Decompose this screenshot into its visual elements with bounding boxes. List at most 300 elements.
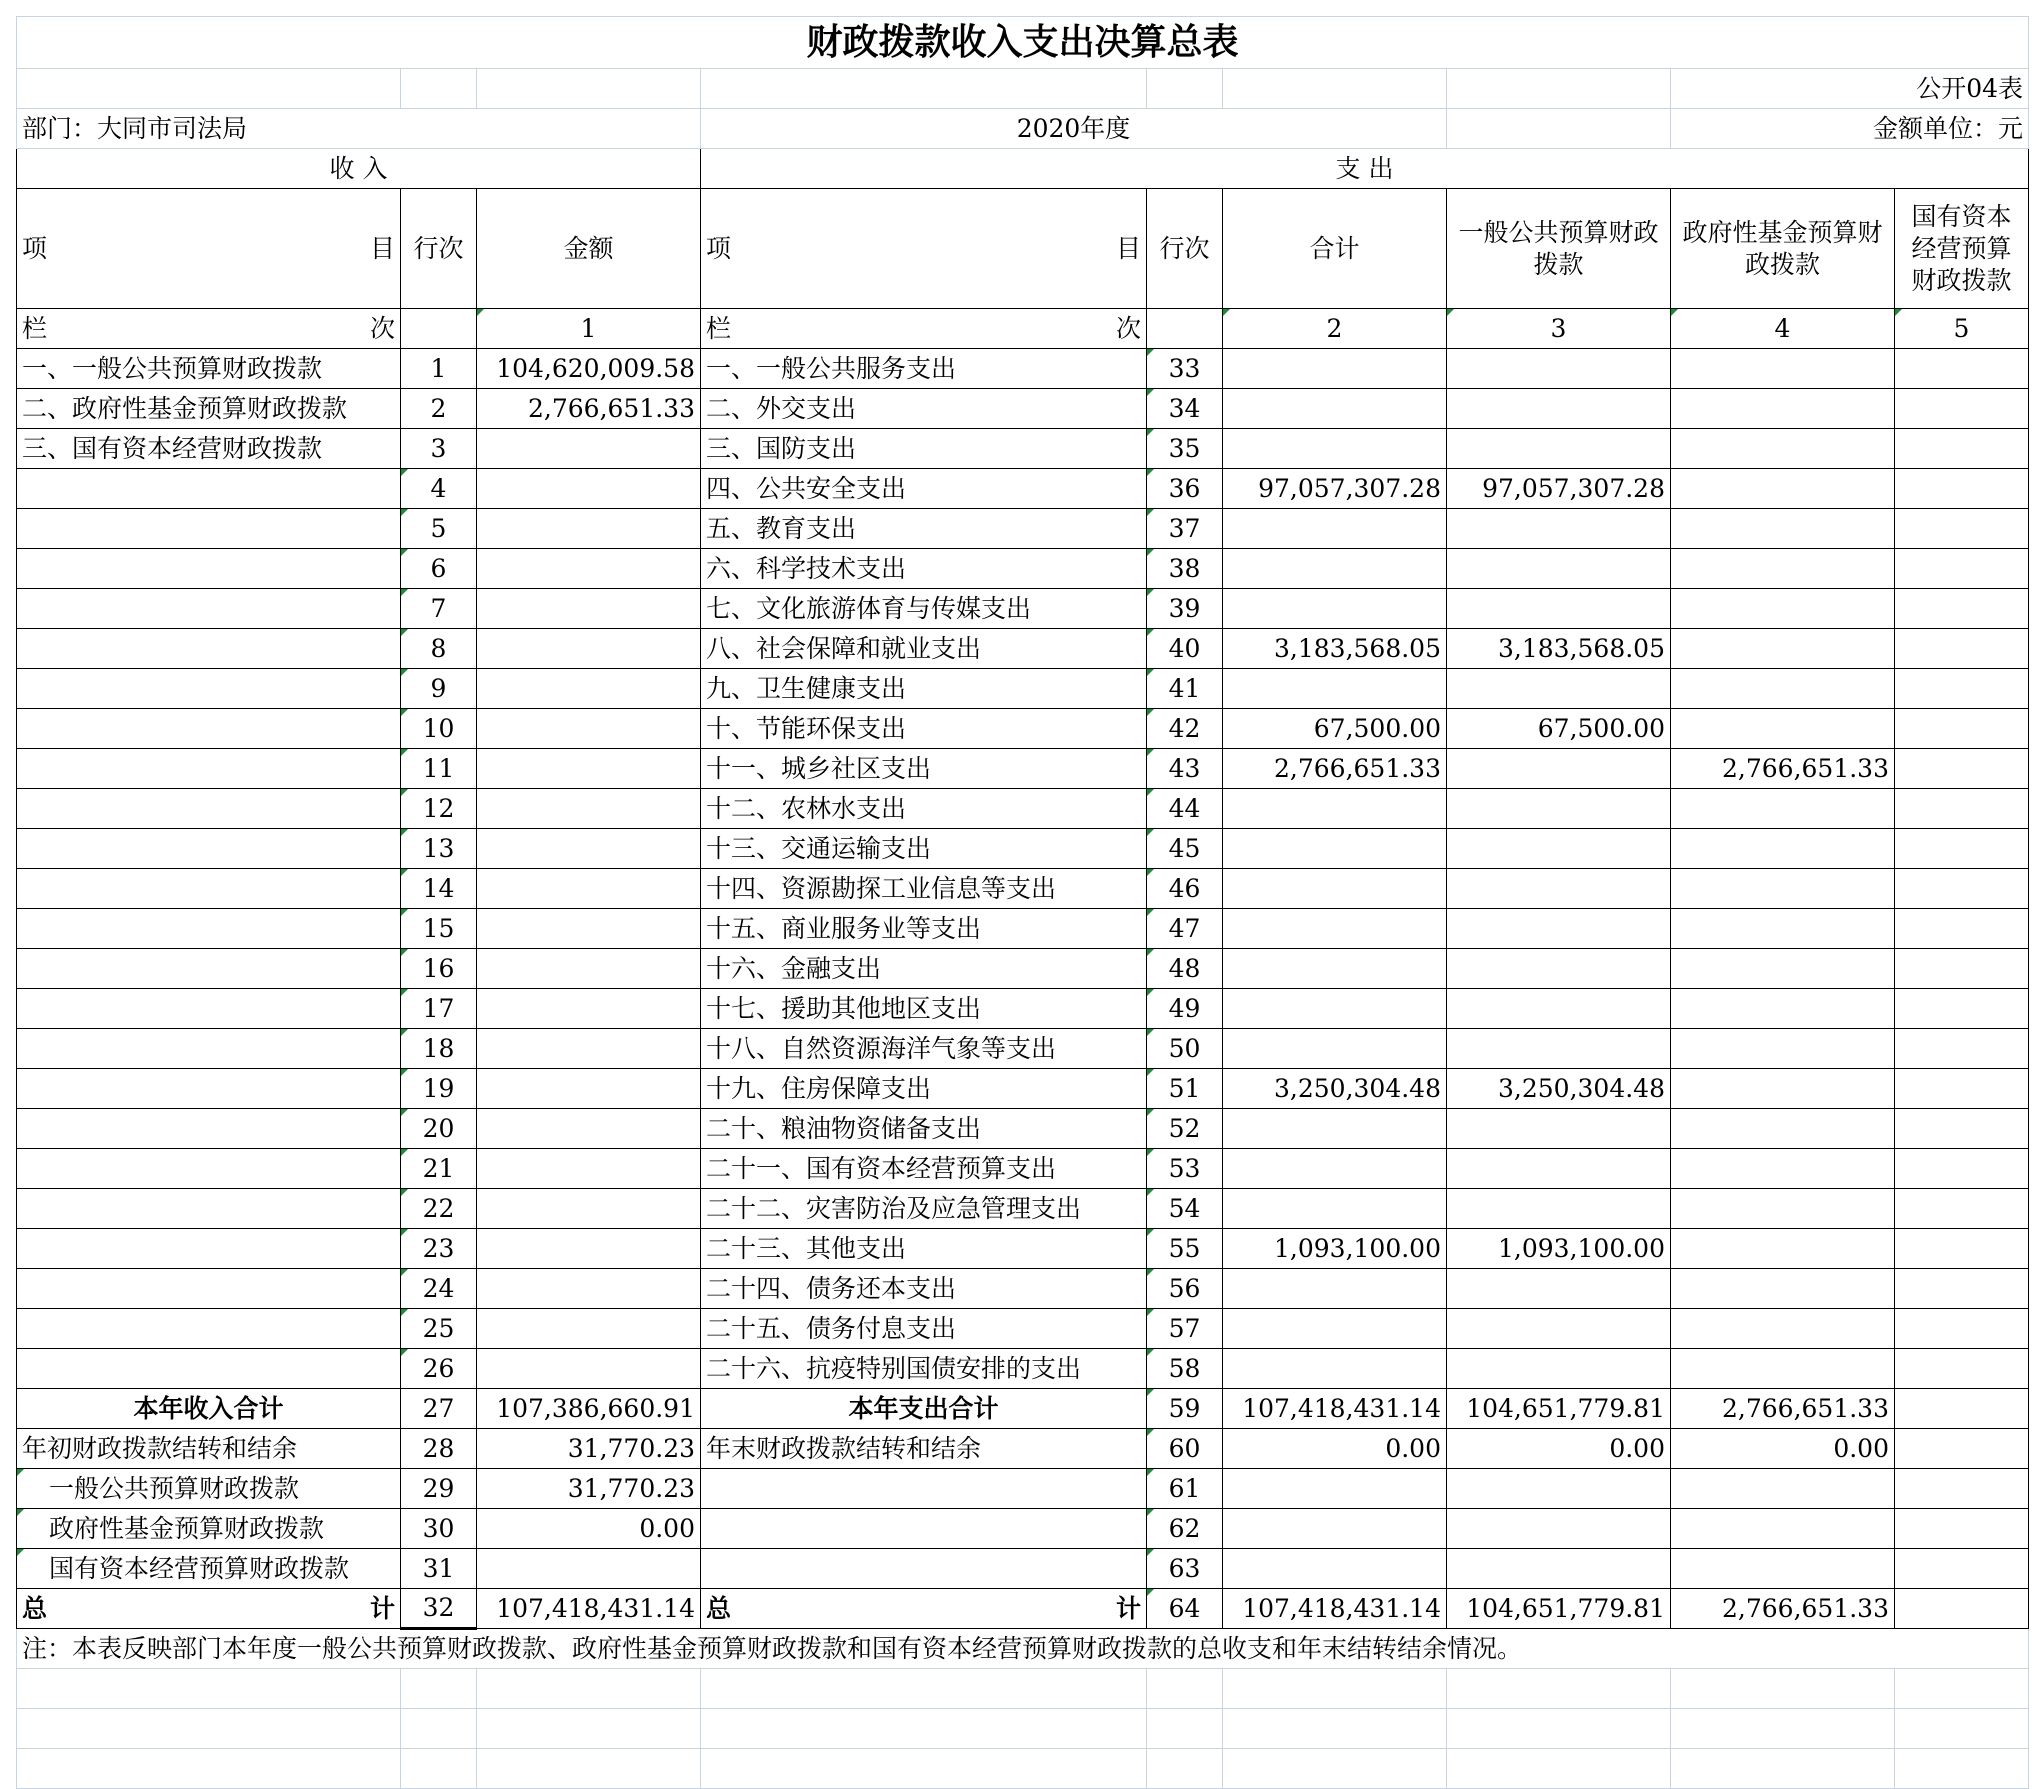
income-amount [477,949,701,989]
row-number: 31 [401,1549,477,1589]
expense-state [1895,829,2029,869]
row-number: 24 [401,1269,477,1309]
expense-total: 3,183,568.05 [1223,629,1447,669]
table-row [17,509,2029,549]
expense-state [1895,909,2029,949]
row-number: 50 [1147,1029,1223,1069]
row-number: 51 [1147,1069,1223,1109]
carryover-sub-item: 一般公共预算财政拨款 [17,1469,401,1509]
expense-fund [1671,1109,1895,1149]
expense-fund [1671,589,1895,629]
expense-cell [1671,1469,1895,1509]
expense-item [701,1549,1147,1589]
row-number: 14 [401,869,477,909]
table-row [17,829,2029,869]
page-title: 财政拨款收入支出决算总表 [17,17,2029,69]
row-number: 39 [1147,589,1223,629]
column-index-4: 4 [1671,309,1895,349]
row-number: 41 [1147,669,1223,709]
expense-general [1447,509,1671,549]
income-item [17,549,401,589]
row-number: 56 [1147,1269,1223,1309]
expense-total: 67,500.00 [1223,709,1447,749]
expense-general [1447,389,1671,429]
expense-general [1447,1109,1671,1149]
expense-total [1223,589,1447,629]
income-amount [477,869,701,909]
expense-cell [1895,1469,2029,1509]
expense-total: 1,093,100.00 [1223,1229,1447,1269]
total-header: 合计 [1223,189,1447,309]
expense-total [1223,949,1447,989]
expense-total [1223,429,1447,469]
expense-total [1223,509,1447,549]
row-number: 35 [1147,429,1223,469]
table-row [17,1349,2029,1389]
table-row [17,1509,2029,1549]
income-item [17,1029,401,1069]
expense-item: 十三、交通运输支出 [701,829,1147,869]
row-number: 57 [1147,1309,1223,1349]
expense-fund [1671,1309,1895,1349]
income-item [17,669,401,709]
row-number: 3 [401,429,477,469]
expense-state [1895,749,2029,789]
table-row [17,949,2029,989]
year-income-total-amount: 107,386,660.91 [477,1389,701,1429]
year-expense-state [1895,1389,2029,1429]
grand-total-fund: 2,766,651.33 [1671,1589,1895,1629]
expense-state [1895,389,2029,429]
expense-item [701,1509,1147,1549]
row-number: 53 [1147,1149,1223,1189]
expense-item: 十、节能环保支出 [701,709,1147,749]
row-number: 27 [401,1389,477,1429]
expense-cell [1223,1469,1447,1509]
expense-section-header: 支 出 [701,149,2029,189]
row-number: 42 [1147,709,1223,749]
expense-total [1223,1029,1447,1069]
expense-item: 六、科学技术支出 [701,549,1147,589]
report-sheet [16,16,2029,1789]
table-row [17,1029,2029,1069]
expense-state [1895,1229,2029,1269]
expense-total: 2,766,651.33 [1223,749,1447,789]
expense-state [1895,1109,2029,1149]
expense-state [1895,509,2029,549]
income-item [17,949,401,989]
row-number: 52 [1147,1109,1223,1149]
expense-item: 一、一般公共服务支出 [701,349,1147,389]
row-number: 28 [401,1429,477,1469]
expense-general [1447,989,1671,1029]
expense-fund [1671,869,1895,909]
expense-state [1895,709,2029,749]
row-number: 33 [1147,349,1223,389]
expense-general [1447,589,1671,629]
row-number: 61 [1147,1469,1223,1509]
expense-state [1895,1349,2029,1389]
opening-carryover-amount: 31,770.23 [477,1429,701,1469]
column-index-label: 栏 次 [701,309,1147,349]
row-number: 25 [401,1309,477,1349]
table-row [17,389,2029,429]
income-item [17,1189,401,1229]
expense-cell [1223,1549,1447,1589]
expense-item: 二十五、债务付息支出 [701,1309,1147,1349]
row-number: 6 [401,549,477,589]
expense-total [1223,1269,1447,1309]
row-number: 64 [1147,1589,1223,1629]
expense-state [1895,629,2029,669]
income-item [17,1349,401,1389]
table-row [17,1269,2029,1309]
income-amount [477,1149,701,1189]
expense-fund [1671,829,1895,869]
income-amount [477,629,701,669]
row-number: 60 [1147,1429,1223,1469]
expense-cell [1895,1509,2029,1549]
income-item [17,1069,401,1109]
expense-item: 十六、金融支出 [701,949,1147,989]
expense-state [1895,869,2029,909]
year-expense-fund: 2,766,651.33 [1671,1389,1895,1429]
expense-fund [1671,789,1895,829]
row-number: 40 [1147,629,1223,669]
expense-general [1447,429,1671,469]
expense-item: 三、国防支出 [701,429,1147,469]
table-row [17,1189,2029,1229]
expense-item-header: 项 目 [701,189,1147,309]
expense-total [1223,1189,1447,1229]
row-number: 12 [401,789,477,829]
expense-state [1895,949,2029,989]
row-number: 34 [1147,389,1223,429]
expense-general [1447,1149,1671,1189]
income-item [17,749,401,789]
table-row [17,989,2029,1029]
grand-total-income-amount: 107,418,431.14 [477,1589,701,1629]
row-number: 23 [401,1229,477,1269]
income-amount [477,709,701,749]
row-number: 43 [1147,749,1223,789]
general-budget-header: 一般公共预算财政拨款 [1447,189,1671,309]
row-number: 19 [401,1069,477,1109]
expense-fund [1671,909,1895,949]
expense-state [1895,1069,2029,1109]
income-amount [477,989,701,1029]
table-row [17,1549,2029,1589]
row-number: 59 [1147,1389,1223,1429]
income-item [17,789,401,829]
row-number: 55 [1147,1229,1223,1269]
expense-fund [1671,469,1895,509]
income-amount [477,429,701,469]
expense-state [1895,429,2029,469]
row-number: 46 [1147,869,1223,909]
table-row [17,709,2029,749]
expense-item: 十九、住房保障支出 [701,1069,1147,1109]
expense-general [1447,949,1671,989]
row-number: 63 [1147,1549,1223,1589]
expense-cell [1447,1549,1671,1589]
income-amount [477,909,701,949]
expense-state [1895,1029,2029,1069]
expense-fund [1671,1069,1895,1109]
income-amount [477,669,701,709]
expense-general [1447,829,1671,869]
expense-fund [1671,1269,1895,1309]
table-row [17,869,2029,909]
carryover-sub-amount: 0.00 [477,1509,701,1549]
table-row [17,1229,2029,1269]
income-item: 一、一般公共预算财政拨款 [17,349,401,389]
expense-item: 七、文化旅游体育与传媒支出 [701,589,1147,629]
expense-general [1447,1029,1671,1069]
income-amount [477,1309,701,1349]
expense-item: 十四、资源勘探工业信息等支出 [701,869,1147,909]
income-item [17,829,401,869]
expense-fund [1671,349,1895,389]
column-index-5: 5 [1895,309,2029,349]
income-amount-header: 金额 [477,189,701,309]
row-number: 9 [401,669,477,709]
expense-item: 十五、商业服务业等支出 [701,909,1147,949]
expense-item: 十八、自然资源海洋气象等支出 [701,1029,1147,1069]
income-item-header: 项 目 [17,189,401,309]
expense-cell [1671,1509,1895,1549]
table-row [17,429,2029,469]
year-income-total-label: 本年收入合计 [17,1389,401,1429]
grand-total-expense: 107,418,431.14 [1223,1589,1447,1629]
row-number: 62 [1147,1509,1223,1549]
income-item: 二、政府性基金预算财政拨款 [17,389,401,429]
column-index-3: 3 [1447,309,1671,349]
row-number: 36 [1147,469,1223,509]
row-number: 2 [401,389,477,429]
expense-fund [1671,1349,1895,1389]
expense-cell [1447,1469,1671,1509]
row-number: 15 [401,909,477,949]
expense-general [1447,1269,1671,1309]
expense-fund [1671,1149,1895,1189]
expense-item: 二十二、灾害防治及应急管理支出 [701,1189,1147,1229]
expense-total [1223,349,1447,389]
expense-total: 97,057,307.28 [1223,469,1447,509]
table-row [17,1149,2029,1189]
row-number: 54 [1147,1189,1223,1229]
income-item [17,629,401,669]
expense-total [1223,1109,1447,1149]
expense-total [1223,909,1447,949]
expense-item: 五、教育支出 [701,509,1147,549]
expense-cell [1447,1509,1671,1549]
expense-state [1895,549,2029,589]
row-number: 45 [1147,829,1223,869]
income-amount: 2,766,651.33 [477,389,701,429]
row-number: 32 [401,1589,477,1629]
expense-state [1895,1309,2029,1349]
income-item: 三、国有资本经营财政拨款 [17,429,401,469]
income-item [17,509,401,549]
year-expense-total-label: 本年支出合计 [701,1389,1147,1429]
row-number: 11 [401,749,477,789]
carryover-sub-item: 国有资本经营预算财政拨款 [17,1549,401,1589]
expense-general [1447,1309,1671,1349]
table-row [17,909,2029,949]
income-item [17,589,401,629]
row-number: 16 [401,949,477,989]
expense-cell [1223,1509,1447,1549]
expense-item: 十七、援助其他地区支出 [701,989,1147,1029]
row-number: 58 [1147,1349,1223,1389]
income-amount [477,829,701,869]
expense-general: 1,093,100.00 [1447,1229,1671,1269]
expense-item: 二十三、其他支出 [701,1229,1147,1269]
expense-cell [1895,1549,2029,1589]
year-expense-total: 107,418,431.14 [1223,1389,1447,1429]
row-number: 29 [401,1469,477,1509]
footnote: 注：本表反映部门本年度一般公共预算财政拨款、政府性基金预算财政拨款和国有资本经营预算财政拨款的总收支和年末结转结余情况。 [17,1629,2029,1669]
row-number: 38 [1147,549,1223,589]
expense-state [1895,469,2029,509]
income-amount [477,469,701,509]
expense-general [1447,1189,1671,1229]
income-amount [477,1069,701,1109]
row-number: 1 [401,349,477,389]
expense-total [1223,869,1447,909]
table-row [17,1069,2029,1109]
expense-item: 四、公共安全支出 [701,469,1147,509]
expense-general: 3,183,568.05 [1447,629,1671,669]
table-row [17,669,2029,709]
expense-total [1223,789,1447,829]
row-number: 48 [1147,949,1223,989]
expense-fund [1671,389,1895,429]
row-number: 8 [401,629,477,669]
income-amount [477,789,701,829]
expense-state [1895,669,2029,709]
row-number: 44 [1147,789,1223,829]
table-row [17,1109,2029,1149]
income-rowno-header: 行次 [401,189,477,309]
expense-fund [1671,1229,1895,1269]
column-index-2: 2 [1223,309,1447,349]
carryover-sub-amount [477,1549,701,1589]
income-item [17,1229,401,1269]
income-item [17,1269,401,1309]
carryover-sub-amount: 31,770.23 [477,1469,701,1509]
expense-item: 二十四、债务还本支出 [701,1269,1147,1309]
income-amount [477,1269,701,1309]
row-number: 21 [401,1149,477,1189]
form-number: 公开04表 [1671,69,2029,109]
expense-item: 八、社会保障和就业支出 [701,629,1147,669]
department-label: 部门：大同市司法局 [17,109,701,149]
table-row [17,789,2029,829]
income-amount: 104,620,009.58 [477,349,701,389]
expense-general: 3,250,304.48 [1447,1069,1671,1109]
row-number: 37 [1147,509,1223,549]
table-row [17,349,2029,389]
table-row [17,749,2029,789]
state-capital-header: 国有资本经营预算财政拨款 [1895,189,2029,309]
expense-general [1447,1349,1671,1389]
closing-carryover-state [1895,1429,2029,1469]
table-row [17,629,2029,669]
table-row [17,469,2029,509]
expense-general [1447,909,1671,949]
grand-total-expense-label: 总 计 [701,1589,1147,1629]
closing-carryover-general: 0.00 [1447,1429,1671,1469]
income-amount [477,749,701,789]
expense-item: 二十一、国有资本经营预算支出 [701,1149,1147,1189]
expense-cell [1671,1549,1895,1589]
expense-item: 十二、农林水支出 [701,789,1147,829]
income-amount [477,1029,701,1069]
row-number: 5 [401,509,477,549]
row-number: 17 [401,989,477,1029]
expense-general: 97,057,307.28 [1447,469,1671,509]
expense-fund [1671,669,1895,709]
row-number: 18 [401,1029,477,1069]
year-expense-general: 104,651,779.81 [1447,1389,1671,1429]
expense-fund [1671,709,1895,749]
grand-total-state [1895,1589,2029,1629]
expense-state [1895,1269,2029,1309]
income-amount [477,509,701,549]
expense-general [1447,869,1671,909]
expense-general: 67,500.00 [1447,709,1671,749]
income-amount [477,549,701,589]
income-item [17,1309,401,1349]
income-item [17,869,401,909]
closing-carryover-label: 年末财政拨款结转和结余 [701,1429,1147,1469]
row-number: 47 [1147,909,1223,949]
row-number: 7 [401,589,477,629]
currency-unit: 金额单位：元 [1671,109,2029,149]
income-item [17,709,401,749]
carryover-sub-item: 政府性基金预算财政拨款 [17,1509,401,1549]
expense-item: 十一、城乡社区支出 [701,749,1147,789]
fund-budget-header: 政府性基金预算财政拨款 [1671,189,1895,309]
expense-item: 二十六、抗疫特别国债安排的支出 [701,1349,1147,1389]
expense-fund: 2,766,651.33 [1671,749,1895,789]
income-item [17,989,401,1029]
income-amount [477,589,701,629]
expense-fund [1671,1189,1895,1229]
row-number: 26 [401,1349,477,1389]
expense-total [1223,389,1447,429]
row-number: 20 [401,1109,477,1149]
column-index-1: 1 [477,309,701,349]
expense-fund [1671,949,1895,989]
expense-item [701,1469,1147,1509]
expense-item: 二、外交支出 [701,389,1147,429]
expense-general [1447,749,1671,789]
table-row [17,589,2029,629]
income-amount [477,1349,701,1389]
income-amount [477,1229,701,1269]
expense-fund [1671,549,1895,589]
expense-fund [1671,429,1895,469]
expense-total [1223,989,1447,1029]
income-amount [477,1189,701,1229]
row-number: 22 [401,1189,477,1229]
grand-total-general: 104,651,779.81 [1447,1589,1671,1629]
expense-general [1447,349,1671,389]
expense-item: 二十、粮油物资储备支出 [701,1109,1147,1149]
